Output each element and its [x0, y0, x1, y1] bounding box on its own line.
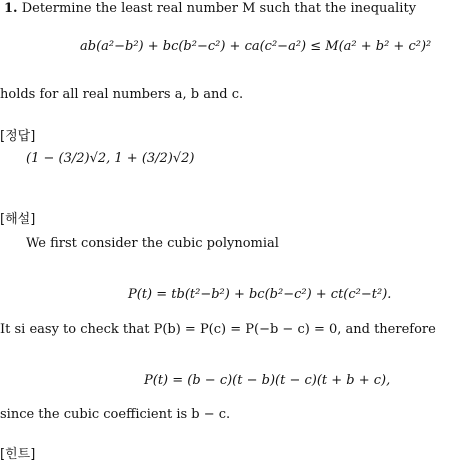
- answer-label: [정답]: [0, 129, 36, 144]
- problem-number: 1.: [4, 1, 18, 16]
- solution-label: [해설]: [0, 212, 36, 227]
- equation-p-factored: P(t) = (b − c)(t − b)(t − c)(t + b + c),: [144, 373, 391, 388]
- solution-text-1: We first consider the cubic polynomial: [26, 236, 279, 251]
- problem-intro: Determine the least real number M such that the inequality: [21, 1, 417, 16]
- equation-p-definition: P(t) = tb(t²−b²) + bc(b²−c²) + ct(c²−t²).: [128, 287, 392, 302]
- inequality-formula: ab(a²−b²) + bc(b²−c²) + ca(c²−a²) ≤ M(a² + b² + c²)²: [80, 39, 432, 54]
- solution-text-3: since the cubic coefficient is b − c.: [0, 407, 231, 422]
- answer-value: (1 − (3/2)√2, 1 + (3/2)√2): [26, 151, 195, 166]
- hint-label: [힌트]: [0, 447, 36, 462]
- problem-statement: [4, 0, 416, 18]
- solution-text-2: It si easy to check that P(b) = P(c) = P(−b − c) = 0, and therefore: [0, 322, 436, 337]
- problem-condition: holds for all real numbers a, b and c.: [0, 87, 244, 102]
